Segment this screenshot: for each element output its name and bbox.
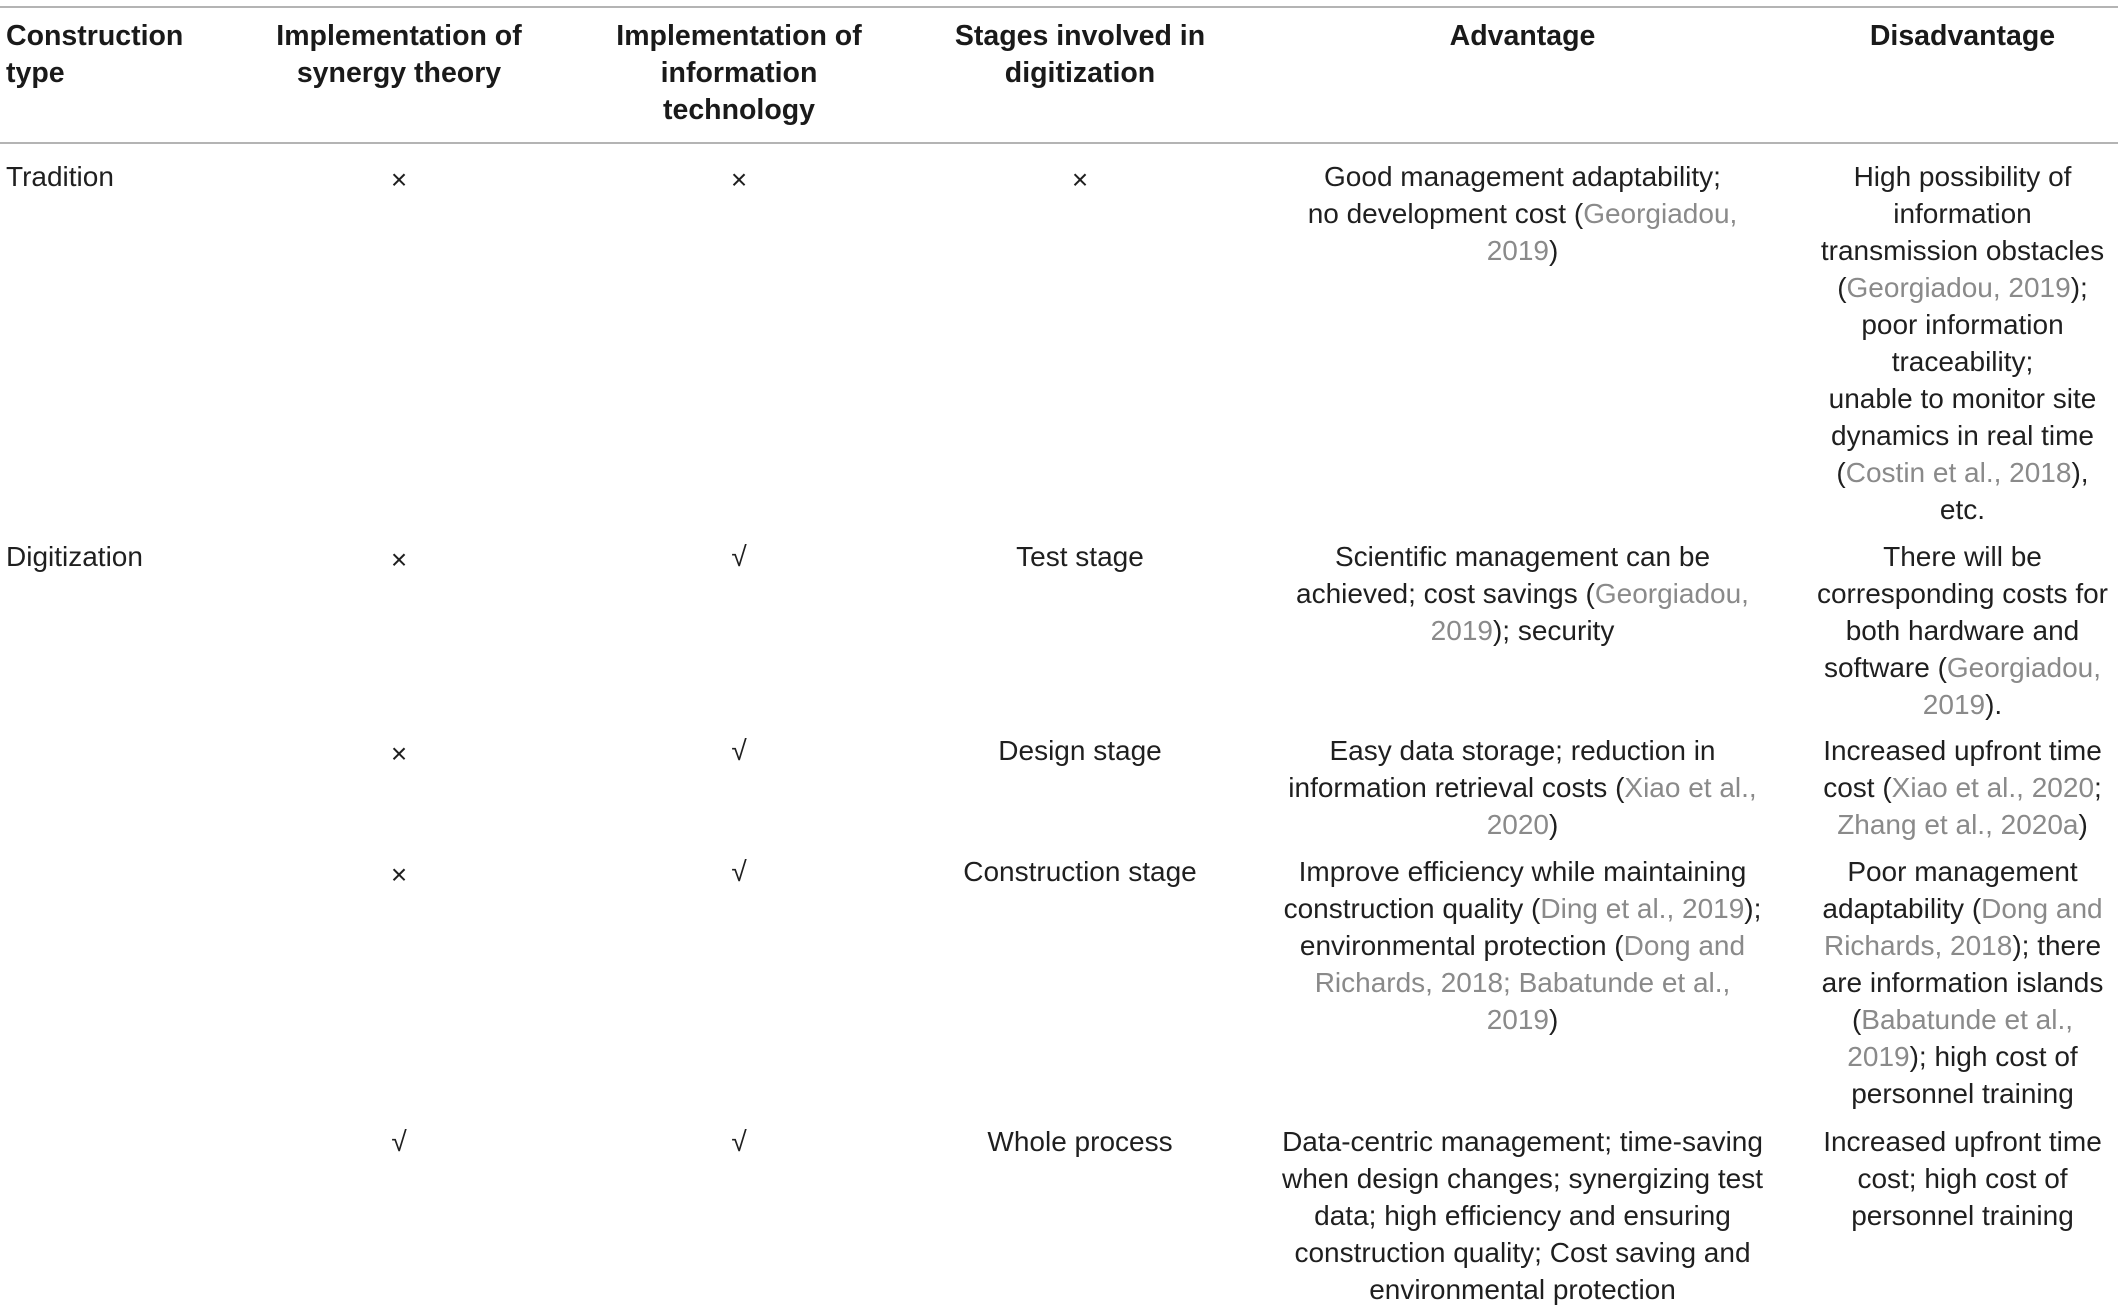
row-whole-synergy-mark: √: [391, 1126, 407, 1157]
cell-line: cost (Xiao et al., 2020;: [1823, 772, 2102, 803]
row-test-disadvantage: [1780, 538, 2118, 723]
citation-link[interactable]: Ding et al., 2019: [1540, 893, 1745, 924]
row-whole-advantage: [1250, 1123, 1795, 1308]
cell-line: High possibility of: [1853, 161, 2072, 192]
header-line: Construction: [6, 20, 184, 52]
cell-line: environmental protection: [1369, 1274, 1676, 1305]
cell-line: Increased upfront time: [1823, 735, 2102, 766]
cell-line: construction quality; Cost saving and: [1294, 1237, 1751, 1268]
cell-line: Easy data storage; reduction in: [1329, 735, 1716, 766]
cell-line: 2019): [1486, 1004, 1559, 1035]
cell-line: when design changes; synergizing test: [1282, 1163, 1763, 1194]
row-test-synergy-mark: ×: [390, 544, 408, 575]
cell-line: unable to monitor site: [1828, 383, 2097, 414]
row-design-infotech-mark: √: [731, 735, 747, 766]
header-line: Implementation of: [276, 20, 522, 52]
cell-line: Data-centric management; time-saving: [1282, 1126, 1763, 1157]
row-whole-disadvantage: [1780, 1123, 2118, 1234]
citation-link[interactable]: 2019: [1486, 235, 1549, 266]
cell-line: traceability;: [1891, 346, 2034, 377]
cell-line: (Costin et al., 2018),: [1836, 457, 2089, 488]
cell-line: Scientific management can be: [1334, 541, 1711, 572]
citation-link[interactable]: Georgiadou,: [1583, 198, 1738, 229]
citation-link[interactable]: Dong and: [1623, 930, 1746, 961]
cell-line: information retrieval costs (Xiao et al.,: [1288, 772, 1757, 803]
row-construction-infotech-mark: √: [731, 856, 747, 887]
citation-link[interactable]: Costin et al., 2018: [1845, 457, 2072, 488]
header-digitization-stages: [930, 18, 1230, 92]
row-design-synergy-mark: ×: [390, 738, 408, 769]
cell-line: 2019); security: [1430, 615, 1615, 646]
header-line: Disadvantage: [1869, 20, 2056, 52]
header-construction-type: [6, 18, 183, 92]
row-tradition-advantage: [1250, 158, 1795, 269]
row-construction-advantage: [1250, 853, 1795, 1038]
row-whole-process-stage: Whole process: [987, 1126, 1173, 1157]
header-line: Implementation of: [616, 20, 862, 52]
header-line: information: [660, 57, 818, 89]
cell-line: software (Georgiadou,: [1823, 652, 2102, 683]
cell-line: Poor management: [1847, 856, 2078, 887]
cell-line: achieved; cost savings (Georgiadou,: [1296, 578, 1749, 609]
cell-line: information: [1893, 198, 2032, 229]
header-information-technology: [589, 18, 889, 129]
row-test-infotech-mark: √: [731, 541, 747, 572]
row-design-stage: Design stage: [998, 735, 1162, 766]
citation-link[interactable]: 2019: [1430, 615, 1493, 646]
cell-line: construction quality (Ding et al., 2019);: [1283, 893, 1762, 924]
header-synergy-theory: [249, 18, 549, 92]
cell-line: personnel training: [1851, 1200, 2074, 1231]
citation-link[interactable]: Dong and: [1981, 893, 2103, 924]
cell-line: transmission obstacles: [1820, 235, 2105, 266]
row-digitization-type: Digitization: [6, 541, 143, 572]
cell-line: 2019).: [1922, 689, 2003, 720]
cell-line: etc.: [1939, 494, 1986, 525]
row-test-stage: Test stage: [1016, 541, 1144, 572]
citation-link[interactable]: Georgiadou,: [1594, 578, 1749, 609]
citation-link[interactable]: Babatunde et al.,: [1861, 1004, 2074, 1035]
header-line: type: [6, 57, 65, 89]
citation-link[interactable]: Xiao et al.,: [1624, 772, 1757, 803]
cell-line: personnel training: [1851, 1078, 2074, 1109]
citation-link[interactable]: 2019: [1847, 1041, 1910, 1072]
cell-line: corresponding costs for: [1816, 578, 2109, 609]
cell-line: Good management adaptability;: [1324, 161, 1721, 192]
cell-line: 2019); high cost of: [1847, 1041, 2078, 1072]
cell-line: no development cost (Georgiadou,: [1307, 198, 1738, 229]
header-disadvantage: [1780, 18, 2118, 55]
row-design-advantage: [1250, 732, 1795, 843]
cell-line: dynamics in real time: [1831, 420, 2094, 451]
cell-line: (Babatunde et al.,: [1851, 1004, 2074, 1035]
row-construction-stage: Construction stage: [963, 856, 1197, 887]
citation-link[interactable]: Georgiadou,: [1946, 652, 2102, 683]
header-line: digitization: [1004, 57, 1156, 89]
row-tradition-synergy-mark: ×: [390, 164, 408, 195]
row-tradition-stages-mark: ×: [1071, 164, 1089, 195]
cell-line: environmental protection (Dong and: [1299, 930, 1746, 961]
cell-line: adaptability (Dong and: [1822, 893, 2103, 924]
row-construction-disadvantage: [1780, 853, 2118, 1112]
cell-line: cost; high cost of: [1857, 1163, 2068, 1194]
header-line: Advantage: [1449, 20, 1596, 52]
cell-line: both hardware and: [1845, 615, 2080, 646]
header-line: synergy theory: [296, 57, 502, 89]
cell-line: poor information: [1861, 309, 2064, 340]
cell-line: 2020): [1486, 809, 1559, 840]
row-test-advantage: [1250, 538, 1795, 649]
cell-line: Zhang et al., 2020a): [1837, 809, 2088, 840]
row-whole-infotech-mark: √: [731, 1126, 747, 1157]
cell-line: Richards, 2018); there: [1823, 930, 2102, 961]
header-line: Stages involved in: [954, 20, 1206, 52]
header-advantage: [1250, 18, 1795, 55]
citation-link[interactable]: 2020: [1486, 809, 1549, 840]
cell-line: (Georgiadou, 2019);: [1837, 272, 2088, 303]
table-header-rule: [0, 142, 2118, 144]
cell-line: data; high efficiency and ensuring: [1314, 1200, 1731, 1231]
cell-line: 2019): [1486, 235, 1559, 266]
cell-line: Improve efficiency while maintaining: [1298, 856, 1747, 887]
row-design-disadvantage: [1780, 732, 2118, 843]
citation-link[interactable]: Zhang et al., 2020a: [1837, 809, 2079, 840]
cell-line: Increased upfront time: [1823, 1126, 2102, 1157]
row-tradition-infotech-mark: ×: [730, 164, 748, 195]
table-top-rule: [0, 6, 2118, 8]
citation-link[interactable]: Richards, 2018; Babatunde et al.,: [1314, 967, 1731, 998]
cell-line: are information islands: [1821, 967, 2104, 998]
cell-line: There will be: [1883, 541, 2042, 572]
citation-link[interactable]: Georgiadou, 2019: [1846, 272, 2071, 303]
citation-link[interactable]: 2019: [1486, 1004, 1549, 1035]
header-line: technology: [662, 94, 815, 126]
row-construction-synergy-mark: ×: [390, 859, 408, 890]
row-tradition-disadvantage: [1780, 158, 2118, 528]
citation-link[interactable]: Richards, 2018: [1823, 930, 2013, 961]
cell-line: [1250, 964, 1795, 1001]
citation-link[interactable]: Xiao et al., 2020: [1891, 772, 2095, 803]
row-tradition-type: Tradition: [6, 161, 114, 192]
citation-link[interactable]: 2019: [1922, 689, 1986, 720]
